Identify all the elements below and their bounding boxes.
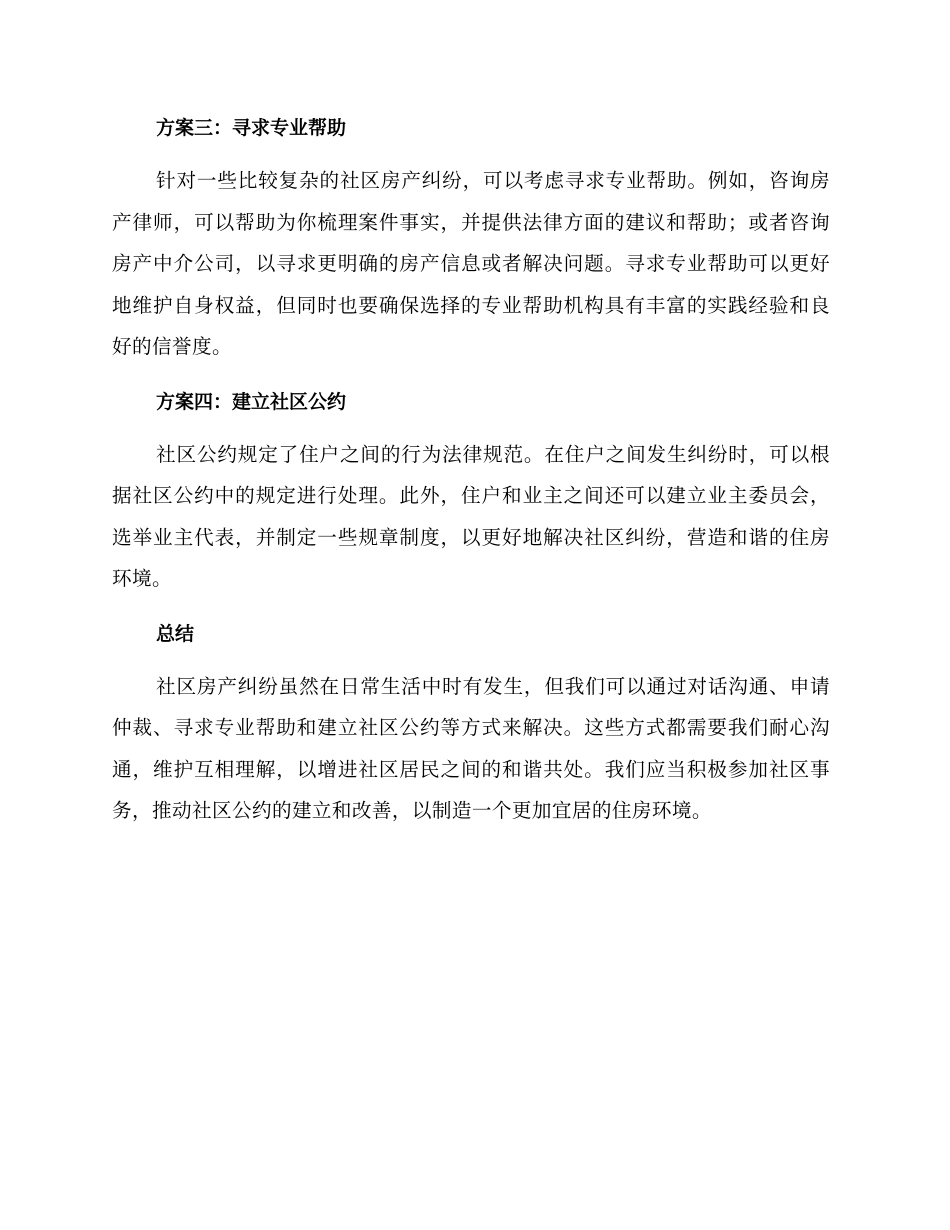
- section-heading-plan-four: 方案四：建立社区公约: [156, 390, 347, 413]
- section-paragraph-summary: 社区房产纠纷虽然在日常生活中时有发生，但我们可以通过对话沟通、申请仲裁、寻求专业帮助和建立社区公约等方式来解决。这些方式都需要我们耐心沟通，维护互相理解，以增进社区居民之间的和谐共处。我们应当积极参加社区事务，推动社区公约的建立和改善，以制造一个更加宜居的住房环境。: [112, 674, 830, 822]
- document-body: [112, 108, 830, 832]
- section-paragraph-plan-three: 针对一些比较复杂的社区房产纠纷，可以考虑寻求专业帮助。例如，咨询房产律师，可以帮助为你梳理案件事实，并提供法律方面的建议和帮助；或者咨询房产中介公司，以寻求更明确的房产信息或者解决问题。寻求专业帮助可以更好地维护自身权益，但同时也要确保选择的专业帮助机构具有丰富的实践经验和良好的信誉度。: [112, 169, 830, 358]
- section-heading-summary: 总结: [156, 622, 195, 645]
- section-heading-plan-three: 方案三：寻求专业帮助: [156, 117, 347, 139]
- section-paragraph-plan-four: 社区公约规定了住户之间的行为法律规范。在住户之间发生纠纷时，可以根据社区公约中的规定进行处理。此外，住户和业主之间还可以建立业主委员会，选举业主代表，并制定一些规章制度，以更好地解决社区纠纷，营造和谐的住房环境。: [112, 442, 830, 590]
